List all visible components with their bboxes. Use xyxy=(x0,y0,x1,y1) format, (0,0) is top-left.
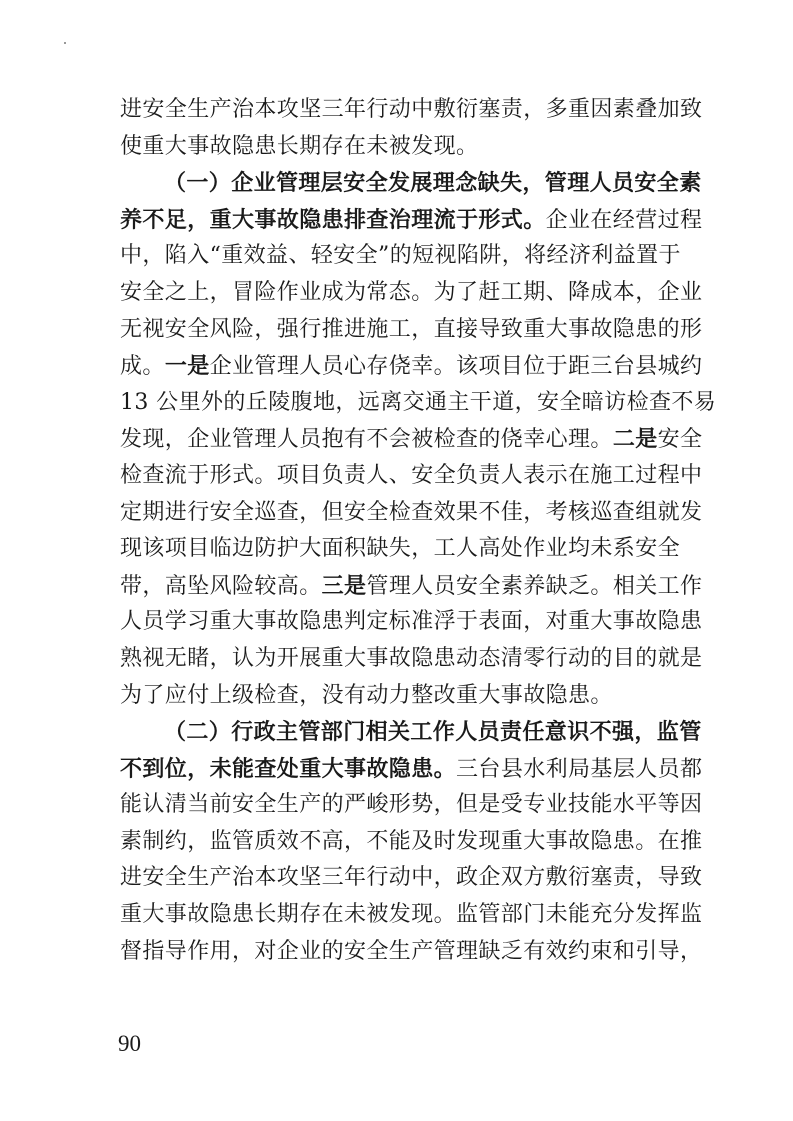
text-segment: 能认清当前安全生产的严峻形势，但是受专业技能水平等因 xyxy=(120,792,703,818)
text-line xyxy=(120,751,703,788)
text-line xyxy=(120,238,681,275)
scan-speck xyxy=(64,42,66,44)
text-segment: 管理人员安全素养缺乏。相关工作 xyxy=(366,573,703,599)
text-segment: 进安全生产治本攻坚三年行动中敷衍塞责，多重因素叠加致 xyxy=(120,97,703,122)
text-line xyxy=(120,275,703,312)
text-line xyxy=(120,531,681,568)
text-line xyxy=(120,385,717,422)
text-segment: 三台县水利局基层人员都 xyxy=(456,756,703,782)
text-line xyxy=(120,604,703,641)
text-line xyxy=(120,934,703,971)
text-segment: 无视安全风险，强行推进施工，直接导致重大事故隐患的形 xyxy=(120,316,703,342)
text-line xyxy=(120,641,703,678)
body-text xyxy=(120,92,717,970)
text-segment: 企业管理人员心存侥幸。该项目位于距三台县城约 xyxy=(209,354,703,380)
text-segment: 成。 xyxy=(120,354,165,380)
text-segment: 使重大事故隐患长期存在未被发现。 xyxy=(120,133,479,159)
page-number: 90 xyxy=(118,1031,141,1056)
text-segment: 督指导作用，对企业的安全生产管理缺乏有效约束和引导， xyxy=(120,938,703,964)
text-line xyxy=(120,787,703,824)
text-line xyxy=(120,678,676,715)
text-line xyxy=(120,495,703,532)
bold-text-segment: 一是 xyxy=(164,353,210,380)
text-line xyxy=(120,714,702,751)
bold-text-segment: （一）企业管理层安全发展理念缺失，管理人员安全素 xyxy=(164,170,702,197)
bold-text-segment: （二）行政主管部门相关工作人员责任意识不强，监管 xyxy=(164,719,702,746)
text-line xyxy=(120,458,703,495)
text-line xyxy=(120,421,703,458)
text-line xyxy=(120,348,703,385)
text-segment: 重大事故隐患长期存在未被发现。监管部门未能充分发挥监 xyxy=(120,902,703,928)
text-segment: 进安全生产治本攻坚三年行动中，政企双方敷衍塞责，导致 xyxy=(120,865,703,891)
bold-text-segment: 二是 xyxy=(612,426,658,453)
bold-text-segment: 三是 xyxy=(321,572,367,599)
text-segment: 发现，企业管理人员抱有不会被检查的侥幸心理。 xyxy=(120,427,613,453)
text-line xyxy=(120,312,703,349)
text-line xyxy=(120,92,703,129)
bold-text-segment: 养不足，重大事故隐患排查治理流于形式。 xyxy=(120,206,546,233)
text-segment: 检查流于形式。项目负责人、安全负责人表示在施工过程中 xyxy=(120,462,703,488)
text-segment: 13 公里外的丘陵腹地，远离交通主干道，安全暗访检查不易 xyxy=(120,389,717,415)
text-segment: 定期进行安全巡查，但安全检查效果不佳，考核巡查组就发 xyxy=(120,499,703,525)
text-segment: 人员学习重大事故隐患判定标准浮于表面，对重大事故隐患 xyxy=(120,609,703,635)
text-segment: 为了应付上级检查，没有动力整改重大事故隐患。 xyxy=(120,682,613,708)
text-line xyxy=(120,897,703,934)
text-segment: 安全之上，冒险作业成为常态。为了赶工期、降成本，企业 xyxy=(120,279,703,305)
bold-text-segment: 不到位，未能查处重大事故隐患。 xyxy=(120,755,457,782)
text-line xyxy=(120,568,703,605)
text-line xyxy=(120,860,703,897)
text-segment: 企业在经营过程 xyxy=(545,207,703,233)
text-line xyxy=(120,824,703,861)
text-line xyxy=(120,165,702,202)
text-segment: 带，高坠风险较高。 xyxy=(120,573,322,599)
text-line xyxy=(120,129,676,166)
text-segment: 熟视无睹，认为开展重大事故隐患动态清零行动的目的就是 xyxy=(120,645,703,671)
text-line xyxy=(120,202,703,239)
text-segment: 现该项目临边防护大面积缺失，工人高处作业均未系安全 xyxy=(120,536,681,562)
text-segment: 安全 xyxy=(657,427,703,453)
text-segment: 中，陷入“重效益、轻安全”的短视陷阱，将经济利益置于 xyxy=(120,243,681,269)
text-segment: 素制约，监管质效不高，不能及时发现重大事故隐患。在推 xyxy=(120,828,703,854)
